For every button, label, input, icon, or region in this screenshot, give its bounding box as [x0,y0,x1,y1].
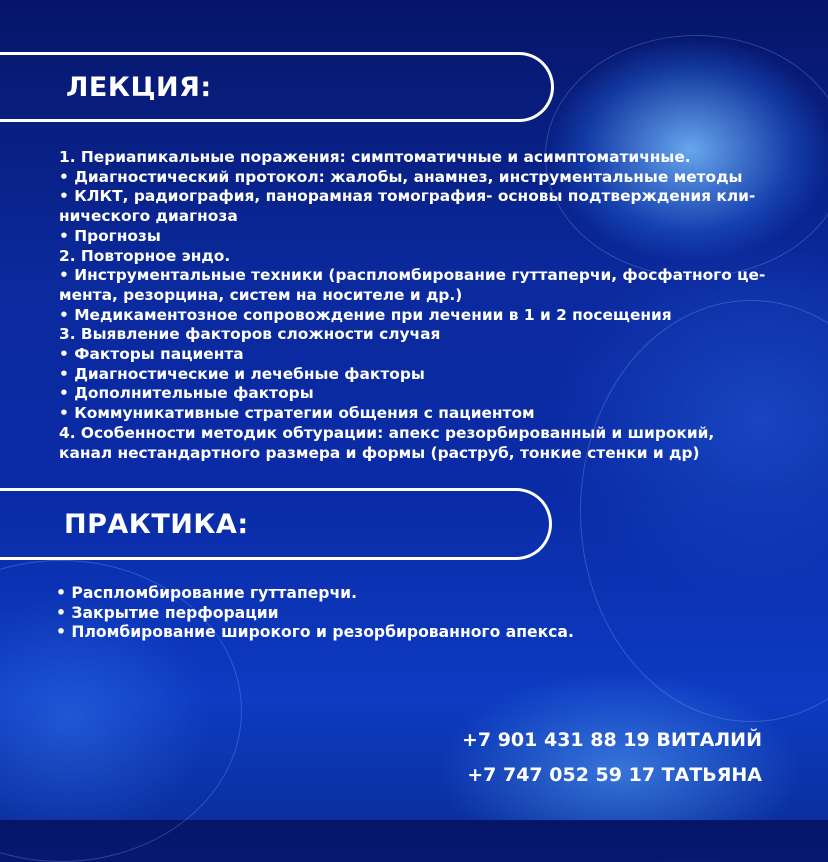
lecture-line: • Диагностический протокол: жалобы, анамнез, инструментальные методы [59,167,743,186]
practice-header [0,488,552,560]
lecture-line: мента, резорцина, систем на носителе и др.) [59,285,463,304]
contact-phone-tatyana[interactable]: +7 747 052 59 17 ТАТЬЯНА [467,764,762,786]
practice-list [56,584,574,643]
lecture-line: • Диагностические и лечебные факторы [59,364,425,383]
lecture-line: • Прогнозы [59,226,161,245]
lecture-line: 1. Периапикальные поражения: симптоматичные и асимптоматичные. [59,148,691,166]
lecture-line: канал нестандартного размера и формы (раструб, тонкие стенки и др) [59,443,700,462]
lecture-line: • Медикаментозное сопровождение при лечении в 1 и 2 посещения [59,305,672,324]
lecture-line: 4. Особенности методик обтурации: апекс резорбированный и широкий, [59,423,715,442]
lecture-line: нического диагноза [59,207,238,226]
practice-line: • Пломбирование широкого и резорбированного апекса. [56,623,574,641]
lecture-header [0,52,554,122]
lecture-line: • Дополнительные факторы [59,384,314,403]
lecture-line: • КЛКТ, радиография, панорамная томография- основы подтверждения кли- [59,187,756,206]
lecture-list [59,148,765,463]
practice-line: • Распломбирование гуттаперчи. [56,584,358,602]
contact-phone-vitaliy[interactable]: +7 901 431 88 19 ВИТАЛИЙ [461,729,762,751]
lecture-line: • Факторы пациента [59,345,244,364]
lecture-title: ЛЕКЦИЯ: [66,71,212,103]
lecture-line: • Коммуникативные стратегии общения с пациентом [59,404,535,423]
lecture-line: 2. Повторное эндо. [59,246,231,265]
lecture-line: • Инструментальные техники (распломбирование гуттаперчи, фосфатного це- [59,266,766,285]
practice-line: • Закрытие перфорации [56,603,279,622]
practice-title: ПРАКТИКА: [64,508,249,540]
lecture-line: 3. Выявление факторов сложности случая [59,325,441,344]
